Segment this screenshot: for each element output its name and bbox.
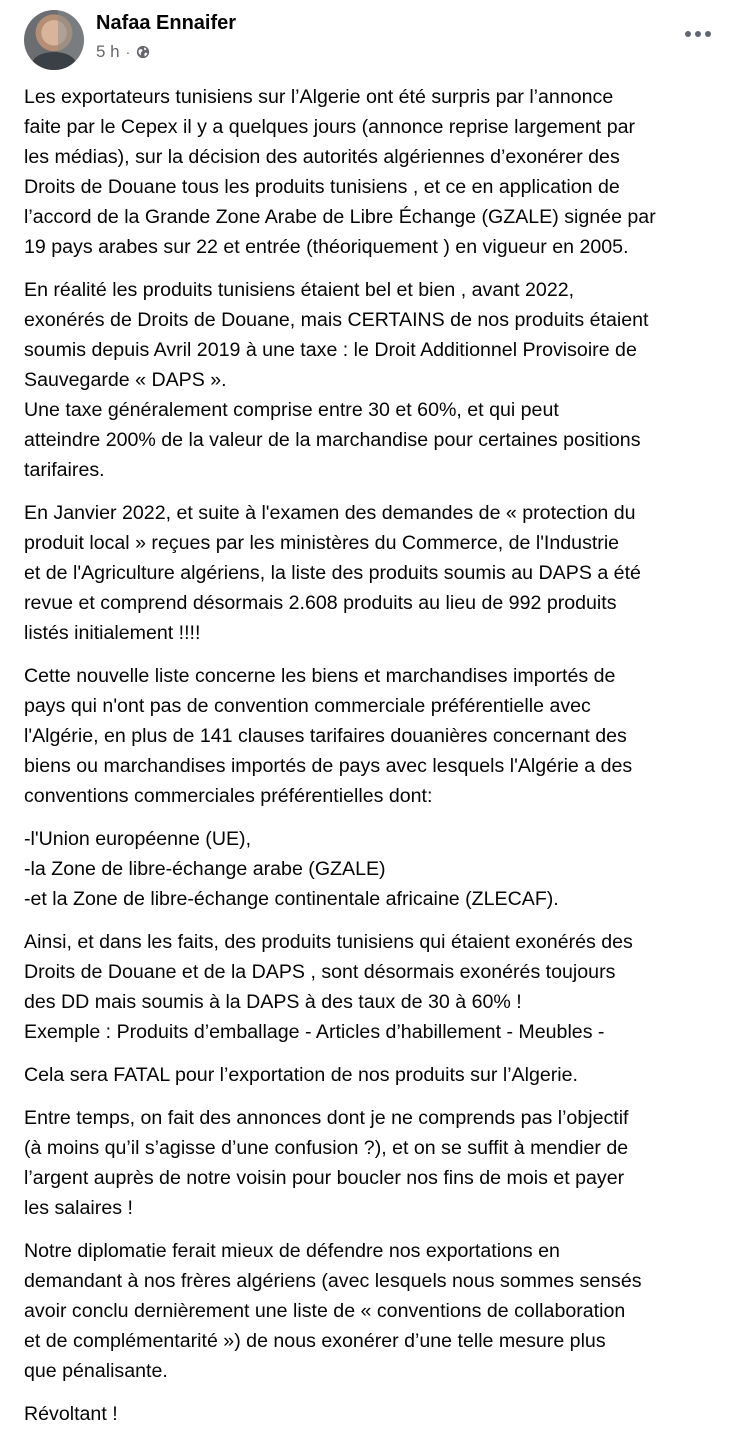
- post-header: [24, 10, 724, 72]
- post-paragraph: Cette nouvelle liste concerne les biens et marchandises importés de pays qui n'ont pas de convention commerciale préférentielle avec l'Algérie, en plus de 141 clauses tarifaires douanières concernant des biens ou marchandises importés de pays avec lesquels l'Algérie a des conventions commerciales préférentielles dont:: [24, 665, 633, 807]
- post-paragraph: -l'Union européenne (UE), -la Zone de libre-échange arabe (GZALE) -et la Zone de libre-échange continentale africaine (ZLECAF).: [24, 828, 559, 910]
- post-paragraph: Ainsi, et dans les faits, des produits tunisiens qui étaient exonérés des Droits de Douane et de la DAPS , sont désormais exonérés toujours des DD mais soumis à la DAPS à des taux de 30 à 60% ! Exemple : Produits d’emballage - Articles d’habillement - Meubles -: [24, 931, 633, 1043]
- avatar[interactable]: [24, 10, 84, 70]
- more-options-icon[interactable]: [680, 22, 716, 46]
- post-paragraph: Les exportateurs tunisiens sur l’Algerie ont été surpris par l’annonce faite par le Cepex il y a quelques jours (annonce reprise largement par les médias), sur la décision des autorités algériennes d’exonérer des Droits de Douane tous les produits tunisiens , et ce en application de l’accord de la Grande Zone Arabe de Libre Échange (GZALE) signée par 19 pays arabes sur 22 et entrée (théoriquement ) en vigueur en 2005.: [24, 86, 656, 258]
- meta-separator: ·: [125, 44, 131, 60]
- post-paragraph: En réalité les produits tunisiens étaient bel et bien , avant 2022, exonérés de Droits de Douane, mais CERTAINS de nos produits étaient soumis depuis Avril 2019 à une taxe : le Droit Additionnel Provisoire de Sauvegarde « DAPS ». Une taxe généralement comprise entre 30 et 60%, et qui peut atteindre 200% de la valeur de la marchandise pour certaines positions tarifaires.: [24, 279, 649, 481]
- post-time[interactable]: 5 h: [96, 42, 120, 61]
- post-paragraph: Révoltant !: [24, 1403, 118, 1425]
- author-name[interactable]: Nafaa Ennaifer: [96, 12, 237, 34]
- post-paragraph: Entre temps, on fait des annonces dont je ne comprends pas l’objectif (à moins qu’il s’agisse d’une confusion ?), et on se suffit à mendier de l’argent auprès de notre voisin pour boucler nos fins de mois et payer les salaires !: [24, 1107, 629, 1219]
- post-paragraph: Notre diplomatie ferait mieux de défendre nos exportations en demandant à nos frères algériens (avec lesquels nous sommes sensés avoir conclu dernièrement une liste de « conventions de collaboration et de complémentarité ») de nous exonérer d’une telle mesure plus que pénalisante.: [24, 1240, 642, 1382]
- post-meta: [96, 42, 150, 62]
- post-body: [24, 82, 736, 1442]
- post-paragraph: En Janvier 2022, et suite à l'examen des demandes de « protection du produit local » reçues par les ministères du Commerce, de l'Industrie et de l'Agriculture algériens, la liste des produits soumis au DAPS a été revue et comprend désormais 2.608 produits au lieu de 992 produits listés initialement !!!!: [24, 502, 641, 644]
- post-paragraph: Cela sera FATAL pour l’exportation de nos produits sur l’Algerie.: [24, 1064, 578, 1086]
- globe-icon[interactable]: [136, 45, 150, 59]
